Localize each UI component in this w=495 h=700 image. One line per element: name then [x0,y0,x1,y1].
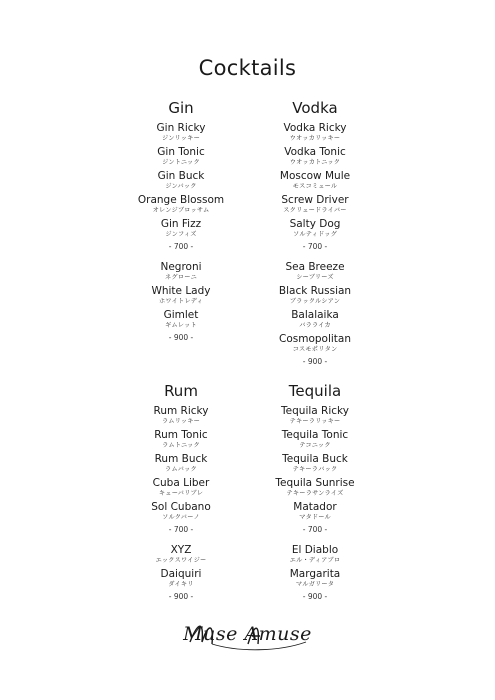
menu-item-kana: ジンリッキー [162,135,200,142]
menu-item-name: Orange Blossom [137,194,225,206]
menu-item-kana: スクリュードライバー [283,207,347,214]
menu-item-kana: ジントニック [162,159,200,166]
menu-item [230,405,400,427]
group-price: - 700 - [168,525,194,534]
menu-item-name: Cuba Liber [152,477,210,489]
menu-group [230,122,400,253]
menu-item [230,170,400,192]
menu-item-name: XYZ [170,544,192,556]
menu-item [230,194,400,216]
menu-item-kana: シーブリーズ [296,274,334,281]
menu-item-kana: エル・ディアブロ [289,557,341,564]
menu-item [230,218,400,240]
menu-item-name: Salty Dog [289,218,341,230]
menu-item-name: Black Russian [278,285,352,297]
menu-item-kana: ラムバック [165,466,197,473]
menu-item [230,568,400,590]
menu-item-name: Cosmopolitan [278,333,351,345]
menu-item-name: Balalaika [291,309,339,321]
menu-item-name: Gin Ricky [156,122,206,134]
section-heading: Vodka [292,99,338,117]
menu-item-name: White Lady [151,285,211,297]
menu-group [230,261,400,368]
group-price: - 700 - [302,525,328,534]
menu-item-kana: ギムレット [165,322,197,329]
menu-item-kana: キューバリブレ [158,490,204,497]
menu-item-name: Tequila Buck [282,453,348,465]
menu-item-kana: ホワイトレディ [158,298,204,305]
menu-item-kana: テキーラバック [292,466,338,473]
menu-item-name: Moscow Mule [279,170,351,182]
menu-item-kana: ラムリッキー [161,418,200,425]
group-price: - 700 - [168,242,194,251]
group-price: - 900 - [302,592,328,601]
menu-item-kana: ソルクバーノ [162,514,200,521]
menu-item-name: El Diablo [291,544,339,556]
section-heading: Tequila [288,382,342,400]
menu-item-kana: モスコミュール [292,183,338,190]
menu-item-kana: テキーラサンライズ [286,490,344,497]
menu-item-kana: ウオッカリッキー [289,135,341,142]
section-heading: Gin [168,99,194,117]
menu-item-kana: ブラックルシアン [289,298,341,305]
signature-text: Muse Amuse [183,623,312,645]
menu-item-kana: ウオッカトニック [289,159,341,166]
menu-item-name: Screw Driver [281,194,349,206]
menu-item-name: Vodka Tonic [284,146,346,158]
section-tequila [230,379,400,603]
section-vodka [230,96,400,368]
menu-item-name: Sea Breeze [285,261,345,273]
menu-item-kana: マルガリータ [295,581,335,588]
menu-item-kana: テキーラリッキー [289,418,341,425]
menu-item [230,544,400,566]
menu-item [230,477,400,499]
menu-group [230,544,400,603]
menu-item-name: Daiquiri [160,568,202,580]
menu-item-kana: エックスワイジー [155,557,207,564]
menu-item [230,453,400,475]
menu-item [230,122,400,144]
menu-item [230,501,400,523]
menu-item-name: Rum Buck [154,453,208,465]
menu-item-kana: コスモポリタン [292,346,338,353]
menu-item-kana: バラライカ [299,322,331,329]
menu-item-kana: オレンジブロッサム [152,207,210,214]
menu-item-name: Rum Tonic [154,429,208,441]
menu-item [230,309,400,331]
menu-item-kana: ダイキリ [168,581,194,588]
menu-item-kana: ジンフィズ [165,231,197,238]
group-price: - 900 - [168,333,194,342]
group-price: - 700 - [302,242,328,251]
group-price: - 900 - [168,592,194,601]
menu-item-name: Margarita [289,568,341,580]
menu-item-name: Gimlet [163,309,199,321]
menu-item-name: Tequila Tonic [281,429,349,441]
menu-item [230,285,400,307]
menu-item-kana: ラムトニック [162,442,200,449]
menu-group [230,405,400,536]
menu-item-kana: マタドール [299,514,331,521]
signature-logo [0,612,495,660]
menu-item [230,146,400,168]
menu-item-name: Matador [293,501,337,513]
menu-item-name: Tequila Ricky [281,405,349,417]
menu-item-name: Gin Fizz [160,218,202,230]
section-heading: Rum [164,382,198,400]
menu-item-name: Gin Buck [157,170,205,182]
menu-item-kana: ジンバック [165,183,197,190]
page-title: Cocktails [198,56,297,80]
menu-item-kana: ネグローニ [165,274,197,281]
menu-item-name: Gin Tonic [157,146,205,158]
menu-item-name: Sol Cubano [151,501,211,513]
group-price: - 900 - [302,357,328,366]
menu-item [230,429,400,451]
menu-item-kana: テコニック [299,442,331,449]
menu-item-name: Negroni [160,261,202,273]
menu-item-name: Rum Ricky [153,405,209,417]
menu-item-name: Vodka Ricky [283,122,347,134]
menu-item-name: Tequila Sunrise [275,477,355,489]
menu-item [230,261,400,283]
menu-item [230,333,400,355]
menu-item-kana: ソルティドッグ [293,231,337,238]
